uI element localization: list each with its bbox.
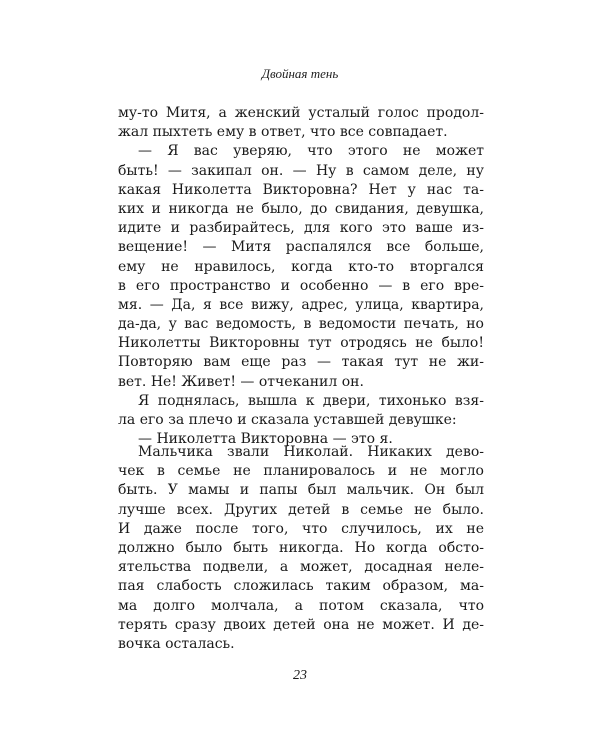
text-line: Я поднялась, вышла к двери, тихонько взя- bbox=[138, 392, 484, 409]
text-block-narrative bbox=[118, 443, 484, 654]
text-line: лучше всех. Других детей в семье не было. bbox=[118, 501, 484, 518]
text-line: ких и никогда не было, до свидания, девушка, bbox=[118, 200, 484, 217]
text-line: — Николетта Викторовна — это я. bbox=[138, 431, 393, 448]
text-line: ла его за плечо и сказала уставшей девушке: bbox=[118, 412, 457, 428]
text-line: ему не нравилось, когда кто-то вторгался bbox=[118, 258, 484, 275]
text-line: да-да, у вас ведомость, в ведомости печать, но bbox=[118, 316, 484, 333]
text-line: ятельства подвели, а может, досадная неле- bbox=[118, 559, 484, 576]
text-line: И даже после того, что случилось, их не bbox=[118, 520, 484, 537]
running-head: Двойная тень bbox=[261, 66, 339, 81]
text-line: ма долго молчала, а потом сказала, что bbox=[118, 597, 484, 614]
page-number: 23 bbox=[293, 668, 307, 683]
text-line: Мальчика звали Николай. Никаких дево- bbox=[138, 444, 484, 460]
text-line: в его пространство и особенно — в его вре- bbox=[118, 277, 484, 294]
text-line: быть! — закипал он. — Ну в самом деле, ну bbox=[118, 162, 484, 179]
text-line: идите и разбирайтесь, для кого это ваше из- bbox=[118, 220, 484, 237]
text-line: Повторяю вам еще раз — такая тут не жи- bbox=[118, 354, 484, 371]
text-line: Николетты Викторовны тут отродясь не было! bbox=[118, 335, 484, 352]
text-line: должно было быть никогда. Но когда обсто- bbox=[118, 539, 484, 556]
text-line: вочка осталась. bbox=[118, 635, 235, 652]
text-line: какая Николетта Викторовна? Нет у нас та- bbox=[118, 181, 484, 198]
text-line: мя. — Да, я все вижу, адрес, улица, квартира, bbox=[118, 296, 484, 313]
text-line: жал пыхтеть ему в ответ, что все совпадает. bbox=[118, 124, 448, 141]
text-line: чек в семье не планировалось и не могло bbox=[118, 463, 484, 480]
text-line: терять сразу двоих детей она не может. И де- bbox=[118, 616, 484, 633]
text-line: — Я вас уверяю, что этого не может bbox=[138, 143, 484, 160]
text-line: вет. Не! Живет! — отчеканил он. bbox=[118, 373, 364, 390]
text-line: пая слабость сложилась таким образом, ма- bbox=[118, 578, 484, 595]
text-line: быть. У мамы и папы был мальчик. Он был bbox=[118, 482, 484, 499]
text-line: му-то Митя, а женский усталый голос продол- bbox=[118, 105, 484, 121]
text-block-dialogue bbox=[118, 104, 484, 449]
text-line: вещение! — Митя распалялся все больше, bbox=[118, 239, 484, 256]
